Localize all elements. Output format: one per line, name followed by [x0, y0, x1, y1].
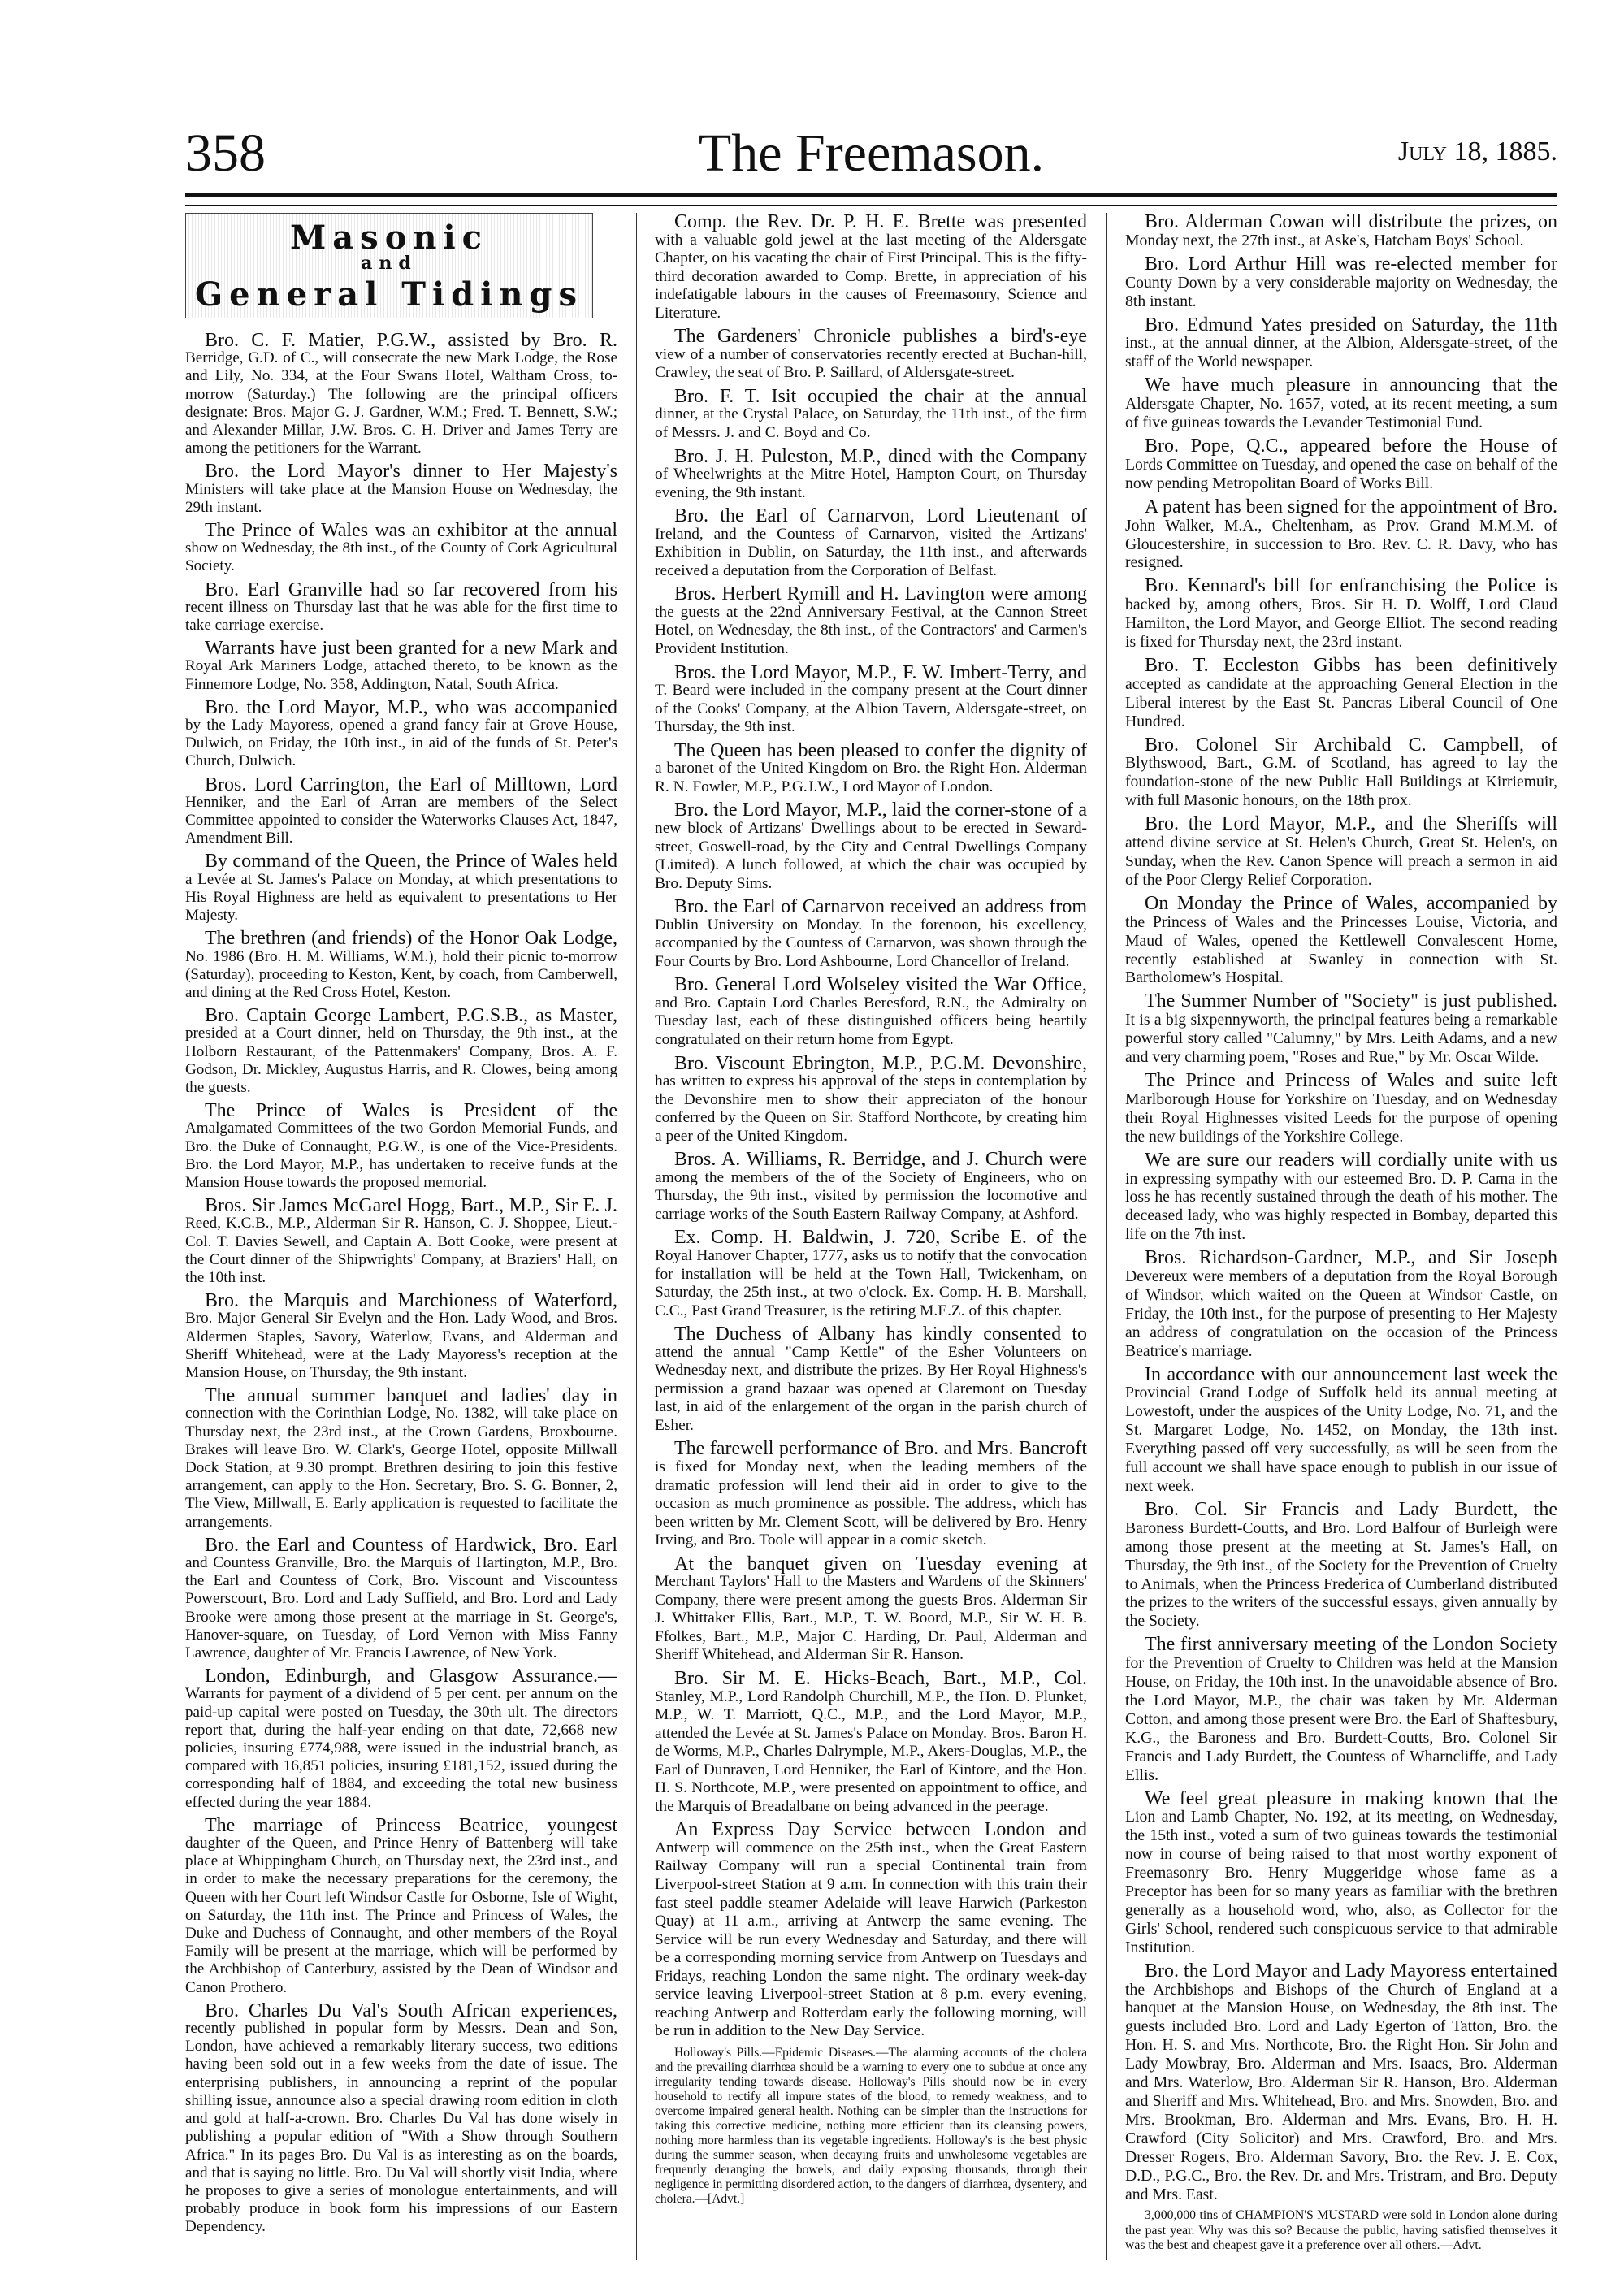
news-paragraph: We feel great pleasure in making known that the Lion and Lamb Chapter, No. 192, at its meeting, on Wednesday, the 15th inst., voted a sum of two guineas towards the testimonial now in course of being raised to that most worthy exponent of Freemasonry—Bro. Henry Muggeridge—whose fame as a Preceptor has been for so many years as familiar with the brethren generally as a household word, who, also, as Collector for the Girls' School, rendered such conspicuous service to that admirable Institution. [1125, 1787, 1557, 1956]
news-paragraph: We have much pleasure in announcing that the Aldersgate Chapter, No. 1657, voted, at its recent meeting, a sum of five guineas towards the Levander Testimonial Fund. [1125, 375, 1557, 432]
news-paragraph: By command of the Queen, the Prince of Wales held a Levée at St. James's Palace on Monday, at which presentations to His Royal Highness are held as equivalent to presentations to Her Majesty. [185, 851, 617, 925]
news-paragraph: Bro. Col. Sir Francis and Lady Burdett, the Baroness Burdett-Coutts, and Bro. Lord Balfour of Burleigh were among those present at the meeting at St. James's Hall, on Thursday, the 9th inst., of the Society for the Prevention of Cruelty to Animals, when the Princess Frederica of Cumberland distributed the prizes to the writers of the successful essays, given annually by the Society. [1125, 1498, 1557, 1631]
news-paragraph: Bro. Sir M. E. Hicks-Beach, Bart., M.P., Col. Stanley, M.P., Lord Randolph Churchill, M.P., the Hon. D. Plunket, M.P., W. T. Marriott, Q.C., M.P., and the Lord Mayor, M.P., attended the Levée at St. James's Palace on Monday. Bros. Baron H. de Worms, M.P., Charles Dalrymple, M.P., Akers-Douglas, M.P., the Earl of Dunraven, Lord Henniker, the Earl of Kintore, and the Hon. H. S. Northcote, M.P., were presented on appointment to office, and the Marquis of Breadalbane on being advanced in the peerage. [655, 1668, 1087, 1815]
page-header [185, 125, 1557, 182]
news-paragraph: The farewell performance of Bro. and Mrs. Bancroft is fixed for Monday next, when the leading members of the dramatic profession will lend their aid in order to give to the occasion as much prominence as possible. The address, which has been written by Mr. Clement Scott, will be delivered by Bro. Henry Irving, and Bro. Toole will appear in a comic sketch. [655, 1438, 1087, 1549]
banner-line-3: General Tidings [195, 275, 583, 314]
news-paragraph: Bro. Charles Du Val's South African experiences, recently published in popular form by Messrs. Dean and Son, London, have achieved a remarkably literary success, two editions having been sold out in a few weeks from the date of issue. The enterprising publishers, in announcing a reprint of the popular shilling issue, announce also a special drawing room edition in cloth and gold at half-a-crown. Bro. Charles Du Val has done wisely in publishing a popular edition of "With a Show through Southern Africa." In its pages Bro. Du Val is as interesting as on the boards, and that is saying no little. Bro. Du Val will shortly visit India, where he proposes to give a series of monologue entertainments, and will probably produce in book form his impressions of our Eastern Dependency. [185, 1999, 617, 2236]
news-paragraph: Bro. the Lord Mayor, M.P., and the Sheriffs will attend divine service at St. Helen's Church, Great St. Helen's, on Sunday, when the Rev. Canon Spence will preach a sermon in aid of the Poor Clergy Relief Corporation. [1125, 813, 1557, 889]
masonic-tidings-banner [185, 213, 593, 318]
news-paragraph: Bros. A. Williams, R. Berridge, and J. Church were among the members of the of the Society of Engineers, who on Thursday, the 9th inst., visited by permission the locomotive and carriage works of the South Eastern Railway Company, at Ashford. [655, 1149, 1087, 1223]
news-paragraph: Bro. the Earl of Carnarvon received an address from Dublin University on Monday. In the forenoon, his excellency, accompanied by the Countess of Carnarvon, was shown through the Four Courts by Bro. Lord Ashbourne, Lord Chancellor of Ireland. [655, 896, 1087, 970]
news-paragraph: Holloway's Pills.—Epidemic Diseases.—The alarming accounts of the cholera and the prevailing diarrhœa should be a warning to every one to subdue at once any irregularity tending towards disease. Holloway's Pills should now be in every household to rectify all impure states of the blood, to remedy weakness, and to overcome impaired general health. Nothing can be simpler than the instructions for taking this corrective medicine, nothing more efficient than its cleansing powers, nothing more harmless than its vegetable ingredients. Holloway's is the best physic during the summer season, when decaying fruits and unwholesome vegetables are frequently deranging the bowels, and daily exposing thousands, through their negligence in permitting disordered action, to the dangers of diarrhœa, dysentery, and cholera.—[Advt.] [655, 2045, 1087, 2207]
article-columns [185, 213, 1557, 2260]
news-paragraph: Bro. the Earl and Countess of Hardwick, Bro. Earl and Countess Granville, Bro. the Marquis of Hartington, M.P., Bro. the Earl and Countess of Cork, Bro. Viscount and Viscountess Powerscourt, Bro. Lord and Lady Suffield, and Bro. Lord and Lady Brooke were among those present at the marriage in St. George's, Hanover-square, on Tuesday, of Lord Vernon with Miss Fanny Lawrence, daughter of Mr. Francis Lawrence, of New York. [185, 1534, 617, 1662]
news-paragraph: Bro. the Lord Mayor's dinner to Her Majesty's Ministers will take place at the Mansion House on Wednesday, the 29th instant. [185, 461, 617, 516]
column-3 [1125, 213, 1557, 2260]
news-paragraph: The annual summer banquet and ladies' day in connection with the Corinthian Lodge, No. 1382, will take place on Thursday next, the 23rd inst., at the Crown Gardens, Broxbourne. Brakes will leave Bro. W. Clark's, George Hotel, opposite Millwall Dock Station, at 9.30 prompt. Brethren desiring to join this festive arrangement, can apply to the Hon. Secretary, Bro. S. G. Bonner, 2, The View, Millwall, E. Early application is requested to facilitate the arrangements. [185, 1385, 617, 1531]
news-paragraph: Bros. the Lord Mayor, M.P., F. W. Imbert-Terry, and T. Beard were included in the company present at the Court dinner of the Cooks' Company, at the Albion Tavern, Aldersgate-street, on Thursday, the 9th inst. [655, 661, 1087, 736]
column-divider [636, 213, 637, 2260]
news-paragraph: Bro. Viscount Ebrington, M.P., P.G.M. Devonshire, has written to express his approval of the steps in contemplation by the Devonshire men to show their appreciaton of the honour conferred by the Queen on Sir. Stafford Northcote, by creating him a peer of the United Kingdom. [655, 1052, 1087, 1145]
news-paragraph: An Express Day Service between London and Antwerp will commence on the 25th inst., when the Great Eastern Railway Company will run a special Continental train from Liverpool-street Station at 9 a.m. In connection with this train their fast steel paddle steamer Adelaide will leave Harwich (Parkeston Quay) at 11 a.m., arriving at Antwerp the same evening. The Service will be run every Wednesday and Saturday, and there will be a corresponding morning service from Antwerp on Tuesdays and Fridays, reaching London the same night. The ordinary week-day service leaving Liverpool-street Station at 8 p.m. every evening, reaching Antwerp and Rotterdam early the following morning, will be run in addition to the New Day Service. [655, 1819, 1087, 2040]
news-paragraph: Bro. the Marquis and Marchioness of Waterford, Bro. Major General Sir Evelyn and the Hon. Lady Wood, and Bros. Aldermen Staples, Savory, Waterlow, Evans, and Alderman and Sheriff Whitehead, were at the Lady Mayoress's reception at the Mansion House, on Thursday, the 9th instant. [185, 1290, 617, 1381]
banner-line-1: Masonic [289, 219, 489, 257]
page-number: 358 [185, 123, 266, 183]
news-paragraph: Bro. J. H. Puleston, M.P., dined with the Company of Wheelwrights at the Mitre Hotel, Hampton Court, on Thursday evening, the 9th instant. [655, 445, 1087, 501]
news-paragraph: On Monday the Prince of Wales, accompanied by the Princess of Wales and the Princesses Louise, Victoria, and Maud of Wales, opened the Kettlewell Convalescent Home, recently established at Swanley in connection with St. Bartholomew's Hospital. [1125, 892, 1557, 987]
news-paragraph: Bros. Richardson-Gardner, M.P., and Sir Joseph Devereux were members of a deputation from the Royal Borough of Windsor, which waited on the Queen at Windsor Castle, on Friday, the 10th inst., for the purpose of presenting to Her Majesty an address of congratulation on the occasion of the Princess Beatrice's marriage. [1125, 1247, 1557, 1360]
news-paragraph: Bro. the Lord Mayor, M.P., laid the corner-stone of a new block of Artizans' Dwellings about to be erected in Seward-street, Goswell-road, by the City and Central Dwellings Company (Limited). A lunch followed, at which the chair was occupied by Bro. Deputy Sims. [655, 799, 1087, 892]
news-paragraph: Warrants have just been granted for a new Mark and Royal Ark Mariners Lodge, attached thereto, to be known as the Finnemore Lodge, No. 358, Addington, Natal, South Africa. [185, 638, 617, 693]
issue-date: July 18, 1885. [1397, 136, 1557, 167]
news-paragraph: In accordance with our announcement last week the Provincial Grand Lodge of Suffolk held its annual meeting at Lowestoft, under the auspices of the Unity Lodge, No. 71, and the St. Margaret Lodge, No. 1452, on Monday, the 13th inst. Everything passed off very successfully, as will be seen from the full account we shall have space enough to publish in our issue of next week. [1125, 1363, 1557, 1495]
news-paragraph: Bro. C. F. Matier, P.G.W., assisted by Bro. R. Berridge, G.D. of C., will consecrate the new Mark Lodge, the Rose and Lily, No. 334, at the Four Swans Hotel, Waltham Cross, to-morrow (Saturday.) The following are the principal officers designate: Bros. Major G. J. Gardner, W.M.; Fred. T. Bennett, S.W.; and Alexander Millar, J.W. Bros. C. H. Driver and James Terry are among the petitioners for the Warrant. [185, 330, 617, 457]
news-paragraph: Bro. Edmund Yates presided on Saturday, the 11th inst., at the annual dinner, at the Albion, Aldersgate-street, of the staff of the World newspaper. [1125, 314, 1557, 371]
news-paragraph: The Prince of Wales is President of the Amalgamated Committees of the two Gordon Memorial Funds, and Bro. the Duke of Connaught, P.G.W., is one of the Vice-Presidents. Bro. the Lord Mayor, M.P., has undertaken to receive funds at the Mansion House towards the proposed memorial. [185, 1100, 617, 1191]
news-paragraph: The first anniversary meeting of the London Society for the Prevention of Cruelty to Children was held at the Mansion House, on Friday, the 10th inst. In the unavoidable absence of Bro. the Lord Mayor, M.P., the chair was taken by Mr. Alderman Cotton, and among those present were Bro. the Earl of Shaftesbury, K.G., the Baroness and Bro. Burdett-Coutts, Bro. Colonel Sir Francis and Lady Burdett, the Countess of Wharncliffe, and Lady Ellis. [1125, 1634, 1557, 1784]
news-paragraph: London, Edinburgh, and Glasgow Assurance.—Warrants for payment of a dividend of 5 per cent. per annum on the paid-up capital were posted on Tuesday, the 30th ult. The directors report that, during the half-year ending on that date, 72,668 new policies, insuring £774,988, were issued in the industrial branch, as compared with 16,851 policies, insuring £181,152, issued during the corresponding half of 1884, and exceeding the total new business effected during the year 1884. [185, 1666, 617, 1811]
news-paragraph: 3,000,000 tins of CHAMPION'S MUSTARD were sold in London alone during the past year. Why was this so? Because the public, having satisfied themselves it was the best and cheapest gave it a preference over all others.—Advt. [1125, 2208, 1557, 2253]
news-paragraph: The Summer Number of "Society" is just published. It is a big sixpennyworth, the principal features being a remarkable powerful story called "Calumny," by Mrs. Leith Adams, and a new and very charming poem, "Roses and Rue," by Mr. Oscar Wilde. [1125, 990, 1557, 1067]
news-paragraph: Bro. Pope, Q.C., appeared before the House of Lords Committee on Tuesday, and opened the case on behalf of the now pending Metropolitan Board of Works Bill. [1125, 435, 1557, 492]
news-paragraph: Bro. Colonel Sir Archibald C. Campbell, of Blythswood, Bart., G.M. of Scotland, has agreed to lay the foundation-stone of the new Public Hall Buildings at Kirriemuir, with full Masonic honours, on the 18th prox. [1125, 734, 1557, 810]
news-paragraph: The Gardeners' Chronicle publishes a bird's-eye view of a number of conservatories recently erected at Buchan-hill, Crawley, the seat of Bro. P. Saillard, of Aldersgate-street. [655, 326, 1087, 382]
news-paragraph: Bro. T. Eccleston Gibbs has been definitively accepted as candidate at the approaching General Election in the Liberal interest by the East St. Pancras Liberal Council of One Hundred. [1125, 654, 1557, 730]
news-paragraph: The marriage of Princess Beatrice, youngest daughter of the Queen, and Prince Henry of Battenberg will take place at Whippingham Church, on Thursday next, the 23rd inst., and in order to make the necessary preparations for the ceremony, the Queen with her Court left Windsor Castle for Osborne, Isle of Wight, on Saturday, the 11th inst. The Prince and Princess of Wales, the Duke and Duchess of Connaught, and other members of the Royal Family will be present at the marriage, which will be performed by the Archbishop of Canterbury, assisted by the Dean of Windsor and Canon Prothero. [185, 1814, 617, 1996]
news-paragraph: A patent has been signed for the appointment of Bro. John Walker, M.A., Cheltenham, as Prov. Grand M.M.M. of Gloucestershire, in succession to Bro. Rev. C. R. Davy, who has resigned. [1125, 496, 1557, 572]
news-paragraph: Ex. Comp. H. Baldwin, J. 720, Scribe E. of the Royal Hanover Chapter, 1777, asks us to notify that the convocation for installation will be held at the Town Hall, Twickenham, on Saturday, the 25th inst., at two o'clock. Ex. Comp. H. B. Marshall, C.C., Past Grand Treasurer, is the retiring M.E.Z. of this chapter. [655, 1227, 1087, 1319]
news-paragraph: Bro. the Earl of Carnarvon, Lord Lieutenant of Ireland, and the Countess of Carnarvon, visited the Artizans' Exhibition in Dublin, on Saturday, the 11th inst., and afterwards received a deputation from the Corporation of Belfast. [655, 505, 1087, 579]
news-paragraph: The Duchess of Albany has kindly consented to attend the annual "Camp Kettle" of the Esher Volunteers on Wednesday next, and distribute the prizes. By Her Royal Highness's permission a grand bazaar was opened at Claremont on Tuesday last, in aid of the enlargement of the organ in the parish church of Esher. [655, 1323, 1087, 1434]
news-paragraph: Bro. the Lord Mayor and Lady Mayoress entertained the Archbishops and Bishops of the Church of England at a banquet at the Mansion House, on Wednesday, the 8th inst. The guests included Bro. Lord and Lady Egerton of Tatton, Bro. the Hon. H. S. and Mrs. Northcote, Bro. the Right Hon. Sir John and Lady Mowbray, Bro. Alderman and Mrs. Isaacs, Bro. Alderman and Mrs. Waterlow, Bro. Alderman Sir R. Hanson, Bro. Alderman and Sheriff and Mrs. Whitehead, Bro. and Mrs. Snowden, Bro. and Mrs. Brookman, Bro. Alderman and Mrs. Evans, Bro. H. H. Crawford (City Solicitor) and Mrs. Crawford, Bro. and Mrs. Dresser Rogers, Bro. Alderman Savory, Bro. the Rev. J. E. Cox, D.D., P.G.C., Bro. the Rev. Dr. and Mrs. Tristram, and Bro. Deputy and Mrs. East. [1125, 1960, 1557, 2203]
news-paragraph: At the banquet given on Tuesday evening at Merchant Taylors' Hall to the Masters and Wardens of the Skinners' Company, there were present among the guests Bros. Alderman Sir J. Whittaker Ellis, Bart., M.P., T. W. Boord, M.P., Sir W. H. B. Ffolkes, Bart., M.P., Major C. Harding, Dr. Paul, Alderman and Sheriff Whitehead, and Alderman Sir R. Hanson. [655, 1553, 1087, 1664]
column-divider [1106, 213, 1107, 2260]
header-rule [185, 193, 1557, 206]
news-paragraph: Bro. F. T. Isit occupied the chair at the annual dinner, at the Crystal Palace, on Saturday, the 11th inst., of the firm of Messrs. J. and C. Boyd and Co. [655, 385, 1087, 442]
news-paragraph: Bros. Herbert Rymill and H. Lavington were among the guests at the 22nd Anniversary Festival, at the Cannon Street Hotel, on Wednesday, the 8th inst., of the Contractors' and Carmen's Provident Institution. [655, 583, 1087, 658]
news-paragraph: Bro. Captain George Lambert, P.G.S.B., as Master, presided at a Court dinner, held on Thursday, the 9th inst., at the Holborn Restaurant, of the Pattenmakers' Company, Bros. A. F. Godson, Dr. Mickley, Augustus Harris, and R. Clowes, being among the guests. [185, 1005, 617, 1096]
news-paragraph: Bro. Kennard's bill for enfranchising the Police is backed by, among others, Bros. Sir H. D. Wolff, Lord Claud Hamilton, the Lord Mayor, and George Elliot. The second reading is fixed for Thursday next, the 23rd instant. [1125, 575, 1557, 652]
news-paragraph: The Queen has been pleased to confer the dignity of a baronet of the United Kingdom on Bro. the Right Hon. Alderman R. N. Fowler, M.P., P.G.J.W., Lord Mayor of London. [655, 739, 1087, 795]
news-paragraph: Bro. Earl Granville had so far recovered from his recent illness on Thursday last that he was able for the first time to take carriage exercise. [185, 578, 617, 635]
news-paragraph: Bros. Sir James McGarel Hogg, Bart., M.P., Sir E. J. Reed, K.C.B., M.P., Alderman Sir R. Hanson, C. J. Shoppee, Lieut.-Col. T. Davies Sewell, and Captain A. Bott Cooke, were present at the Court dinner of the Shipwrights' Company, at Braziers' Hall, on the 10th inst. [185, 1195, 617, 1286]
column-2 [655, 213, 1087, 2260]
news-paragraph: The brethren (and friends) of the Honor Oak Lodge, No. 1986 (Bro. H. M. Williams, W.M.), hold their picnic to-morrow (Saturday), proceeding to Keston, Kent, by coach, from Camberwell, and dining at the Red Cross Hotel, Keston. [185, 928, 617, 1001]
news-paragraph: Bro. the Lord Mayor, M.P., who was accompanied by the Lady Mayoress, opened a grand fancy fair at Grove House, Dulwich, on Friday, the 10th inst., in aid of the funds of St. Peter's Church, Dulwich. [185, 696, 617, 770]
column-1 [185, 213, 617, 2260]
news-paragraph: Comp. the Rev. Dr. P. H. E. Brette was presented with a valuable gold jewel at the last meeting of the Aldersgate Chapter, on his vacating the chair of First Principal. This is the fifty-third decoration awarded to Comp. Brette, in appreciation of his indefatigable labours in the causes of Freemasonry, Science and Literature. [655, 213, 1087, 322]
news-paragraph: Bro. Lord Arthur Hill was re-elected member for County Down by a very considerable majority on Wednesday, the 8th instant. [1125, 253, 1557, 310]
news-paragraph: Bro. General Lord Wolseley visited the War Office, and Bro. Captain Lord Charles Beresford, R.N., the Admiralty on Tuesday last, each of these distinguished officers being heartily congratulated on their return home from Egypt. [655, 974, 1087, 1048]
news-paragraph: The Prince and Princess of Wales and suite left Marlborough House for Yorkshire on Tuesday, and on Wednesday their Royal Highnesses visited Leeds for the purpose of opening the new buildings of the Yorkshire College. [1125, 1069, 1557, 1146]
news-paragraph: Bro. Alderman Cowan will distribute the prizes, on Monday next, the 27th inst., at Aske's, Hatcham Boys' School. [1125, 213, 1557, 249]
masthead-title: The Freemason. [698, 123, 1045, 183]
news-paragraph: We are sure our readers will cordially unite with us in expressing sympathy with our esteemed Bro. D. P. Cama in the loss he has recently sustained through the death of his mother. The deceased lady, who was highly respected in Bombay, departed this life on the 7th inst. [1125, 1149, 1557, 1244]
news-paragraph: The Prince of Wales was an exhibitor at the annual show on Wednesday, the 8th inst., of the County of Cork Agricultural Society. [185, 520, 617, 575]
news-paragraph: Bros. Lord Carrington, the Earl of Milltown, Lord Henniker, and the Earl of Arran are members of the Select Committee appointed to consider the Waterworks Clauses Act, 1847, Amendment Bill. [185, 773, 617, 847]
banner-line-2: and [361, 253, 418, 274]
